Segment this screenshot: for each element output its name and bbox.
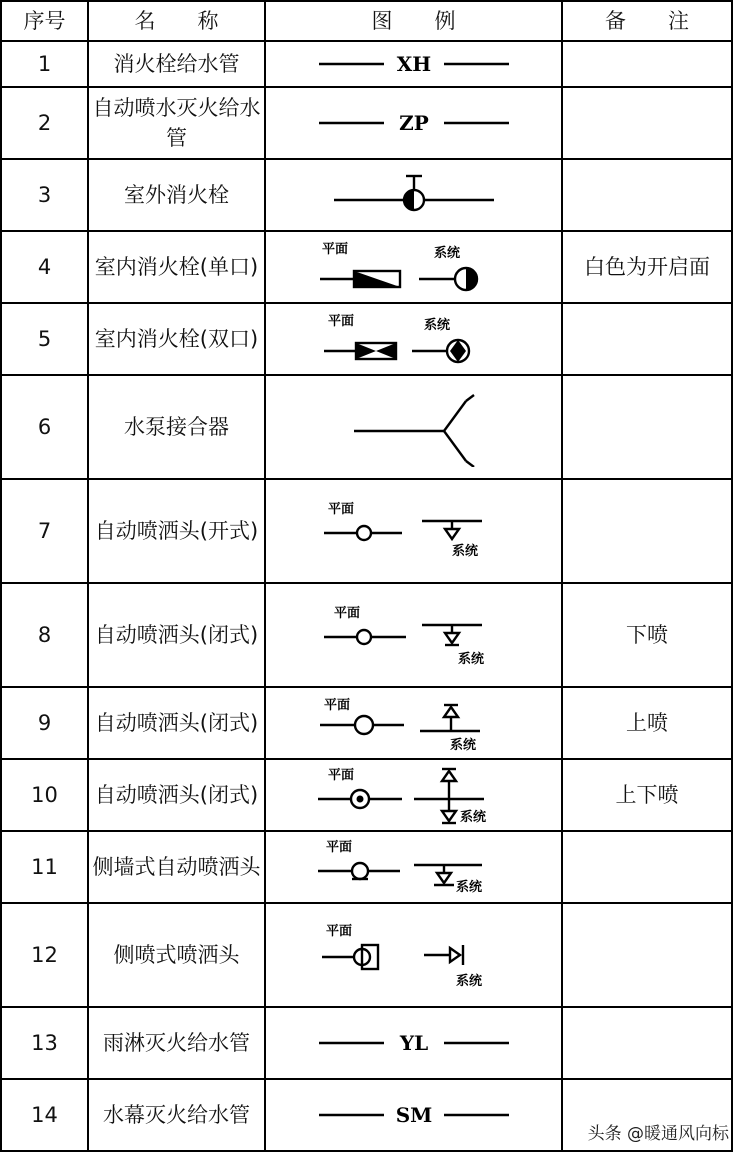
symbol-label: 系统 (455, 974, 482, 989)
indoor-hydrant-single-icon (314, 235, 514, 299)
row-name: 自动喷水灭火给水管 (88, 87, 265, 159)
watermark: 头条 @暖通风向标 (587, 1124, 729, 1144)
row-symbol (265, 759, 562, 831)
pipe-symbol-icon (314, 1023, 514, 1063)
header-name: 名 称 (88, 1, 265, 41)
table-row (1, 303, 732, 375)
table-row (1, 231, 732, 303)
row-name: 侧墙式自动喷洒头 (88, 831, 265, 903)
row-number: 4 (1, 231, 88, 303)
pipe-code: XH (396, 52, 431, 76)
pump-adapter-icon (324, 387, 504, 467)
row-name: 自动喷洒头(闭式) (88, 687, 265, 759)
symbol-label: 系统 (433, 246, 460, 261)
row-name: 水泵接合器 (88, 375, 265, 479)
table-row (1, 831, 732, 903)
pipe-code: ZP (398, 111, 429, 135)
row-note (562, 41, 732, 87)
row-number: 13 (1, 1007, 88, 1079)
row-name: 自动喷洒头(闭式) (88, 759, 265, 831)
symbol-label: 系统 (455, 880, 482, 895)
row-note (562, 479, 732, 583)
pipe-code: SM (395, 1103, 432, 1127)
symbol-label: 平面 (325, 840, 352, 855)
row-number: 1 (1, 41, 88, 87)
row-name: 自动喷洒头(开式) (88, 479, 265, 583)
row-symbol (265, 903, 562, 1007)
row-symbol (265, 831, 562, 903)
row-number: 12 (1, 903, 88, 1007)
row-symbol (265, 583, 562, 687)
row-number: 3 (1, 159, 88, 231)
row-symbol (265, 41, 562, 87)
table-row (1, 687, 732, 759)
symbol-label: 系统 (451, 544, 478, 559)
symbol-label: 平面 (327, 768, 354, 783)
row-note (562, 1007, 732, 1079)
row-name: 侧喷式喷洒头 (88, 903, 265, 1007)
row-symbol (265, 1007, 562, 1079)
sprinkler-up-icon (314, 693, 514, 753)
row-name: 室内消火栓(双口) (88, 303, 265, 375)
row-symbol (265, 87, 562, 159)
row-number: 5 (1, 303, 88, 375)
header-symbol: 图 例 (265, 1, 562, 41)
header-note: 备 注 (562, 1, 732, 41)
sprinkler-sidewall-icon (314, 835, 514, 899)
row-name: 雨淋灭火给水管 (88, 1007, 265, 1079)
symbol-label: 平面 (321, 242, 348, 257)
symbol-label: 平面 (323, 698, 350, 713)
table-row (1, 1007, 732, 1079)
indoor-hydrant-double-icon (314, 307, 514, 371)
row-name: 消火栓给水管 (88, 41, 265, 87)
row-note (562, 903, 732, 1007)
table-row (1, 375, 732, 479)
table-row (1, 87, 732, 159)
row-note (562, 159, 732, 231)
symbol-label: 平面 (325, 924, 352, 939)
outdoor-hydrant-icon (324, 170, 504, 220)
pipe-code: YL (399, 1031, 428, 1055)
symbol-label: 系统 (449, 738, 476, 753)
row-symbol (265, 375, 562, 479)
row-note (562, 303, 732, 375)
row-symbol (265, 687, 562, 759)
table-row (1, 903, 732, 1007)
row-note (562, 831, 732, 903)
row-number: 14 (1, 1079, 88, 1151)
table-row (1, 41, 732, 87)
row-note (562, 87, 732, 159)
symbol-label: 平面 (327, 314, 354, 329)
row-note: 上喷 (562, 687, 732, 759)
table-row (1, 759, 732, 831)
table-row (1, 479, 732, 583)
symbol-label: 平面 (333, 606, 360, 621)
symbol-label: 平面 (327, 502, 354, 517)
row-name: 室外消火栓 (88, 159, 265, 231)
row-number: 10 (1, 759, 88, 831)
row-number: 7 (1, 479, 88, 583)
symbol-label: 系统 (457, 652, 484, 667)
symbol-label: 系统 (459, 810, 486, 825)
header-no: 序号 (1, 1, 88, 41)
row-name: 室内消火栓(单口) (88, 231, 265, 303)
pipe-symbol-icon (314, 1095, 514, 1135)
row-number: 2 (1, 87, 88, 159)
row-note: 白色为开启面 (562, 231, 732, 303)
row-name: 水幕灭火给水管 (88, 1079, 265, 1151)
row-symbol (265, 303, 562, 375)
row-number: 9 (1, 687, 88, 759)
sprinkler-sidespray-icon (314, 915, 514, 995)
pipe-symbol-icon (314, 103, 514, 143)
row-number: 8 (1, 583, 88, 687)
header-row (1, 1, 732, 41)
row-note: 下喷 (562, 583, 732, 687)
row-number: 11 (1, 831, 88, 903)
table-row (1, 159, 732, 231)
row-name: 自动喷洒头(闭式) (88, 583, 265, 687)
table-row (1, 583, 732, 687)
symbol-label: 系统 (423, 318, 450, 333)
sprinkler-updown-icon (314, 763, 514, 827)
row-note: 上下喷 (562, 759, 732, 831)
row-symbol (265, 159, 562, 231)
sprinkler-open-icon (314, 491, 514, 571)
pipe-symbol-icon (314, 44, 514, 84)
row-note (562, 375, 732, 479)
row-symbol (265, 479, 562, 583)
row-number: 6 (1, 375, 88, 479)
sprinkler-down-icon (314, 595, 514, 675)
row-symbol (265, 231, 562, 303)
row-symbol (265, 1079, 562, 1151)
